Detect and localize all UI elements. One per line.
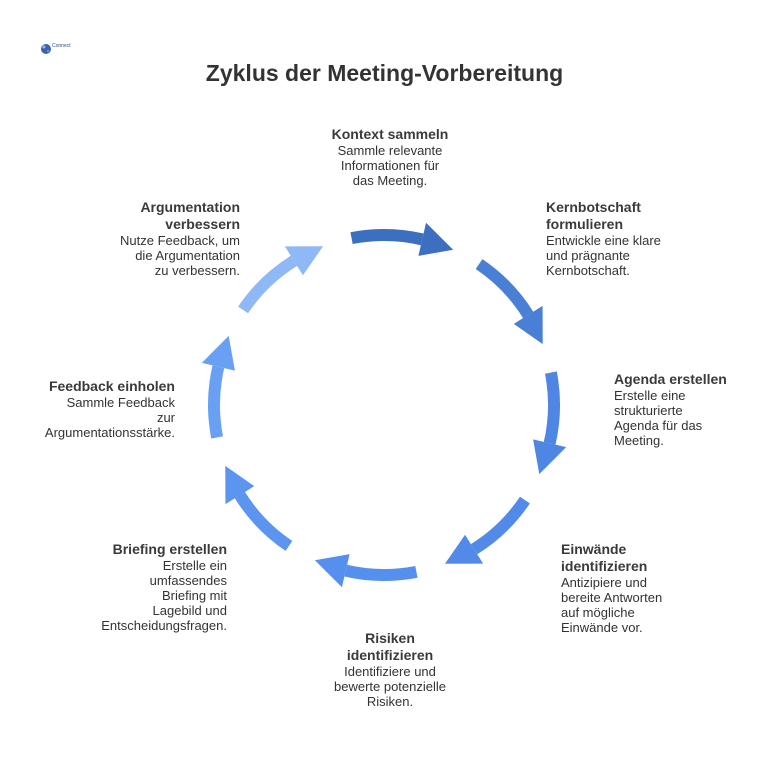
step-agenda-erstellen bbox=[614, 371, 754, 448]
cycle-arrow-shaft bbox=[550, 373, 554, 444]
cycle-arrow-shaft bbox=[479, 264, 528, 315]
step-heading: Agenda erstellen bbox=[614, 371, 727, 387]
step-description: Sammle Feedback zur Argumentationsstärke. bbox=[44, 395, 175, 440]
diagram-title: Zyklus der Meeting-Vorbereitung bbox=[205, 60, 564, 86]
step-description: Identifiziere und bewerte potenzielle Risiken. bbox=[333, 664, 447, 709]
step-heading: Einwände identifizieren bbox=[561, 541, 648, 574]
cycle-arrow-shaft bbox=[214, 367, 218, 438]
step-description: Erstelle ein umfassendes Briefing mit Lagebild und Entscheidungsfragen. bbox=[101, 558, 227, 633]
step-description: Nutze Feedback, um die Argumentation zu verbessern. bbox=[120, 233, 240, 278]
step-einwaende-identifizieren bbox=[561, 541, 711, 635]
cycle-arrow-shaft bbox=[474, 500, 525, 549]
cycle-arrow-head bbox=[533, 439, 566, 474]
cycle-arrow-shaft bbox=[352, 235, 423, 239]
step-argumentation-verbessern bbox=[90, 199, 240, 278]
cycle-arrow-head bbox=[202, 336, 235, 371]
step-risiken-identifizieren bbox=[315, 630, 465, 709]
step-description: Antizipiere und bereite Antworten auf mögliche Einwände vor. bbox=[561, 575, 663, 635]
step-heading: Feedback einholen bbox=[48, 378, 175, 394]
step-heading: Kernbotschaft formulieren bbox=[546, 199, 641, 232]
logo-text: Connect bbox=[52, 43, 71, 49]
step-heading: Briefing erstellen bbox=[112, 541, 227, 557]
cycle-arrow-head bbox=[418, 223, 453, 256]
step-kernbotschaft bbox=[546, 199, 696, 278]
step-briefing-erstellen bbox=[80, 541, 227, 633]
cycle-arrow-shaft bbox=[240, 495, 289, 546]
step-heading: Argumentation verbessern bbox=[140, 199, 240, 232]
step-feedback-einholen bbox=[20, 378, 175, 440]
step-description: Sammle relevante Informationen für das Meeting. bbox=[337, 143, 443, 188]
cycle-arrow-shaft bbox=[243, 261, 294, 310]
cycle-arrow-shaft bbox=[346, 571, 417, 575]
step-description: Entwickle eine klare und prägnante Kernbotschaft. bbox=[546, 233, 661, 278]
step-kontext-sammeln bbox=[320, 126, 460, 188]
step-heading: Risiken identifizieren bbox=[346, 630, 434, 663]
step-description: Erstelle eine strukturierte Agenda für das Meeting. bbox=[614, 388, 703, 448]
step-heading: Kontext sammeln bbox=[331, 126, 449, 142]
cycle-arrow-head bbox=[315, 554, 350, 587]
